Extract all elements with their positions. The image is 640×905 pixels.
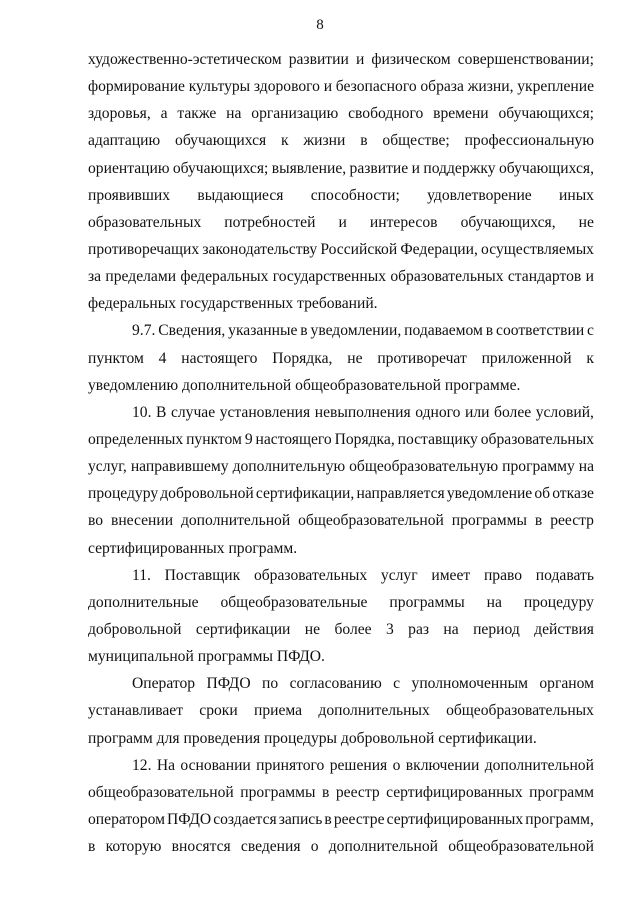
text-line: муниципальной программы ПФДО.	[88, 648, 325, 666]
text-word: добровольной	[160, 485, 254, 503]
text-line	[88, 345, 594, 372]
text-word: обществе;	[382, 132, 450, 150]
text-word: внесении	[110, 512, 174, 530]
text-word: обучающихся;	[498, 105, 594, 123]
text-word: дополнительной	[484, 756, 594, 774]
text-word: 3	[385, 620, 394, 638]
text-word: общеобразовательных	[446, 702, 594, 720]
text-word: имеет	[431, 566, 471, 584]
text-word: более	[334, 620, 372, 638]
text-word: согласованию	[289, 675, 382, 693]
document-body-text	[88, 46, 594, 860]
text-line: федеральных государственных требований.	[88, 295, 378, 313]
text-word: более	[494, 403, 532, 421]
text-word: органом	[539, 675, 594, 693]
text-word: способности;	[310, 186, 400, 204]
text-line	[88, 236, 594, 263]
text-word: сертификации	[195, 620, 291, 638]
text-word: услуг,	[88, 458, 127, 476]
text-word: дополнительных	[318, 702, 430, 720]
text-line	[88, 209, 594, 236]
text-word: адаптацию	[88, 132, 161, 150]
text-word: поставщику	[397, 430, 478, 448]
text-line	[88, 73, 594, 100]
text-word: обучающихся;	[172, 159, 269, 177]
text-word: к	[281, 132, 289, 150]
text-word: жизни	[303, 132, 346, 150]
text-word: стандартов	[507, 268, 582, 286]
text-word: реестре	[333, 810, 385, 828]
text-word: добровольной	[88, 620, 182, 638]
text-word: сертифицированных	[386, 783, 523, 801]
text-word: интересов	[369, 213, 438, 231]
text-word: в	[322, 783, 330, 801]
text-word: программы	[389, 593, 465, 611]
text-word: образовательных	[390, 268, 504, 286]
text-line: сертифицированных программ.	[88, 539, 298, 557]
text-line	[88, 562, 594, 589]
text-word: сведения	[240, 838, 301, 856]
text-line	[88, 317, 594, 344]
text-word: за	[88, 268, 102, 286]
text-line: программ для проведения процедуры добровольной сертификации.	[88, 729, 537, 747]
text-word: противоречат	[377, 349, 467, 367]
text-line	[88, 752, 594, 779]
text-line	[88, 263, 594, 290]
text-word: общеобразовательной	[448, 838, 594, 856]
text-word: пунктом	[186, 430, 242, 448]
text-word: невыполнения	[314, 403, 411, 421]
text-line	[88, 399, 594, 426]
text-word: в	[534, 512, 543, 530]
text-word: приема	[254, 702, 303, 720]
text-line	[88, 779, 594, 806]
text-word: ПФДО	[167, 810, 212, 828]
text-word: пунктом	[88, 349, 144, 367]
text-line	[88, 480, 594, 507]
text-word: образовательных	[253, 566, 368, 584]
text-word: осуществляемых	[481, 240, 594, 258]
text-word: направившему	[130, 458, 229, 476]
text-word: период	[473, 620, 520, 638]
text-word: решения	[329, 756, 388, 774]
text-word: запись	[278, 810, 323, 828]
text-word: направляется	[356, 485, 445, 503]
text-word: случае	[170, 403, 216, 421]
text-word: сертификации,	[255, 485, 355, 503]
text-word: к	[586, 349, 594, 367]
text-word: о	[310, 838, 319, 856]
text-word: дополнительную	[232, 458, 346, 476]
text-word: на	[486, 593, 502, 611]
text-word: организацию	[251, 105, 339, 123]
text-word: Российской	[320, 240, 398, 258]
text-word: поддержку	[423, 159, 496, 177]
text-word: раз	[408, 620, 430, 638]
text-word: дополнительной	[328, 838, 439, 856]
text-word: указанные	[228, 322, 298, 340]
text-word: условий,	[535, 403, 594, 421]
text-line	[88, 155, 594, 182]
text-line	[88, 453, 594, 480]
text-word: 9	[244, 430, 253, 448]
text-word: обучающихся,	[460, 213, 556, 231]
text-line	[88, 127, 594, 154]
text-word: подавать	[535, 566, 594, 584]
text-word: общеобразовательной	[298, 512, 444, 530]
text-word: реестр	[335, 783, 380, 801]
text-word: уведомление	[446, 485, 533, 503]
text-line	[88, 806, 594, 833]
text-word: образа	[420, 78, 464, 96]
text-word: приложенной	[481, 349, 572, 367]
text-word: или	[465, 403, 490, 421]
text-line	[88, 46, 594, 73]
text-word: развитие	[349, 159, 409, 177]
text-word: Оператор	[132, 675, 196, 693]
text-word: государственных	[272, 268, 386, 286]
text-word: здоровья,	[88, 105, 151, 123]
text-word: федеральных	[180, 268, 269, 286]
text-word: создается	[213, 810, 277, 828]
text-word: Сведения,	[158, 322, 226, 340]
text-word: на	[226, 105, 242, 123]
text-word: обучающихся	[175, 132, 267, 150]
text-line	[88, 833, 594, 860]
text-line	[88, 507, 594, 534]
text-word: устанавливает	[88, 702, 184, 720]
text-word: пределами	[105, 268, 177, 286]
text-word: общеобразовательной	[88, 783, 234, 801]
text-word: по	[262, 675, 279, 693]
text-word: отказе	[552, 485, 594, 503]
text-word: которую	[105, 838, 162, 856]
text-word: образовательных	[480, 430, 594, 448]
text-line	[88, 616, 594, 643]
text-word: и	[411, 159, 420, 177]
text-word: Поставщик	[164, 566, 241, 584]
text-word: выдающиеся	[197, 186, 284, 204]
text-word: программ	[529, 783, 594, 801]
text-word: образовательных	[88, 213, 202, 231]
text-word: физическом	[371, 51, 451, 68]
text-word: художественно-эстетическом	[88, 51, 282, 68]
text-word: программ,	[525, 810, 594, 828]
text-word: определенных	[88, 430, 184, 448]
text-word: не	[347, 349, 363, 367]
text-word: принятого	[256, 756, 325, 774]
text-word: установления	[219, 403, 311, 421]
text-word: реестр	[550, 512, 594, 530]
text-word: вносятся	[171, 838, 231, 856]
text-word: 9.7.	[132, 322, 156, 340]
text-word: процедуру	[88, 485, 159, 503]
text-word: Федерации,	[400, 240, 478, 258]
text-word: общеобразовательные	[220, 593, 368, 611]
text-word: Порядка,	[334, 430, 395, 448]
text-word: на	[443, 620, 459, 638]
text-word: уполномоченным	[411, 675, 528, 693]
text-word: в	[300, 322, 308, 340]
text-word: в	[485, 322, 494, 340]
text-word: 4	[158, 349, 167, 367]
text-word: программы	[451, 512, 528, 530]
text-word: Порядка,	[272, 349, 333, 367]
text-line	[88, 100, 594, 127]
text-word: включении	[405, 756, 480, 774]
text-word: также	[177, 105, 217, 123]
text-word: На	[156, 756, 176, 774]
text-word: в	[324, 810, 332, 828]
text-word: формирование	[88, 78, 185, 96]
text-word: совершенствовании;	[457, 51, 594, 68]
text-word: дополнительной	[180, 512, 291, 530]
text-word: безопасного	[335, 78, 417, 96]
text-word: укрепление	[517, 78, 594, 96]
text-word: не	[304, 620, 321, 638]
text-word: действия	[534, 620, 594, 638]
text-word: в	[88, 838, 96, 856]
text-word: здорового	[253, 78, 320, 96]
text-word: одного	[415, 403, 461, 421]
text-word: программу	[502, 458, 575, 476]
text-word: настоящего	[181, 349, 258, 367]
text-line	[88, 670, 594, 697]
text-word: ориентацию	[88, 159, 170, 177]
text-word: профессиональную	[464, 132, 594, 150]
text-word: и	[355, 51, 365, 68]
text-word: и	[338, 213, 347, 231]
text-word: времени	[433, 105, 489, 123]
text-word: подаваемом	[404, 322, 483, 340]
text-word: обучающихся,	[498, 159, 594, 177]
text-word: удовлетворение	[427, 186, 532, 204]
text-word: дополнительные	[88, 593, 199, 611]
text-word: развитии	[288, 51, 349, 68]
text-word: 12.	[132, 756, 152, 774]
text-word: с	[587, 322, 594, 340]
text-word: а	[160, 105, 168, 123]
text-word: свободного	[348, 105, 424, 123]
text-word: право	[483, 566, 523, 584]
text-word: и	[323, 78, 333, 96]
text-word: культуры	[188, 78, 251, 96]
text-word: сроки	[199, 702, 238, 720]
text-word: не	[578, 213, 594, 231]
text-word: соответствии	[496, 322, 585, 340]
text-word: противоречащих	[88, 240, 200, 258]
text-word: 10.	[132, 403, 152, 421]
text-word: об	[534, 485, 551, 503]
text-word: ПФДО	[206, 675, 251, 693]
text-word: В	[156, 403, 167, 421]
text-word: общеобразовательную	[349, 458, 499, 476]
text-word: во	[88, 512, 104, 530]
text-word: и	[585, 268, 594, 286]
text-word: основании	[180, 756, 251, 774]
text-word: 11.	[132, 566, 151, 584]
text-word: уведомлении,	[310, 322, 402, 340]
text-word: программы	[240, 783, 316, 801]
text-word: процедуру	[523, 593, 594, 611]
text-word: сертифицированных	[386, 810, 524, 828]
text-word: на	[578, 458, 594, 476]
text-word: о	[392, 756, 401, 774]
text-word: выявление,	[271, 159, 347, 177]
text-word: услуг	[380, 566, 418, 584]
text-word: оператором	[88, 810, 165, 828]
text-word: с	[393, 675, 401, 693]
text-line	[88, 697, 594, 724]
text-word: иных	[559, 186, 594, 204]
text-word: проявивших	[88, 186, 171, 204]
text-line	[88, 426, 594, 453]
text-word: законодательству	[202, 240, 318, 258]
text-word: жизни,	[467, 78, 514, 96]
text-line	[88, 182, 594, 209]
text-line	[88, 589, 594, 616]
text-line: уведомлению дополнительной общеобразовательной программе.	[88, 376, 521, 394]
text-word: потребностей	[224, 213, 316, 231]
text-word: настоящего	[255, 430, 332, 448]
page-number: 8	[316, 17, 324, 33]
text-word: в	[360, 132, 368, 150]
